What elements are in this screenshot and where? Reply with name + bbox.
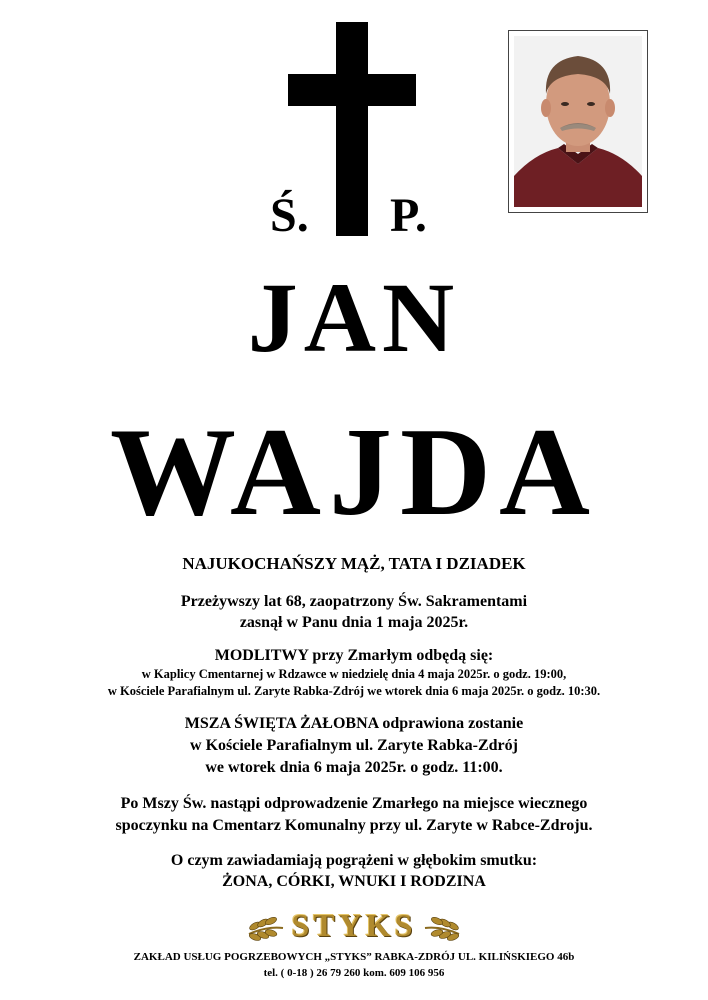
phone-line: tel. ( 0-18 ) 26 79 260 kom. 609 106 956 xyxy=(263,967,445,979)
portrait-photo xyxy=(514,36,642,207)
burial-line-2: spoczynku na Cmentarz Komunalny przy ul. Zaryte w Rabce-Zdroju. xyxy=(115,817,593,834)
styks-logo xyxy=(243,904,465,946)
prayers-line-2: w Kościele Parafialnym ul. Zaryte Rabka-Zdrój we wtorek dnia 6 maja 2025r. o godz. 10:30. xyxy=(107,684,601,698)
logo-text: STYKS xyxy=(291,907,417,943)
death-line-2: zasnął w Panu dnia 1 maja 2025r. xyxy=(239,614,469,631)
mass-line-2: w Kościele Parafialnym ul. Zaryte Rabka-Zdrój xyxy=(190,737,518,754)
prefix-left: Ś. xyxy=(270,189,309,242)
family-line: ŻONA, CÓRKI, WNUKI I RODZINA xyxy=(222,873,486,890)
mass-line-3: we wtorek dnia 6 maja 2025r. o godz. 11:00. xyxy=(205,759,503,776)
relation-line: NAJUKOCHAŃSZY MĄŻ, TATA I DZIADEK xyxy=(182,554,526,573)
company-line: ZAKŁAD USŁUG POGRZEBOWYCH „STYKS” RABKA-ZDRÓJ UL. KILIŃSKIEGO 46b xyxy=(133,951,575,963)
portrait-frame xyxy=(508,30,648,213)
prayers-line-1: w Kaplicy Cmentarnej w Rdzawce w niedzielę dnia 4 maja 2025r. o godz. 19:00, xyxy=(141,667,567,681)
death-line-1: Przeżywszy lat 68, zaopatrzony Św. Sakramentami xyxy=(180,593,528,610)
last-name: WAJDA xyxy=(109,403,598,542)
notice-line: O czym zawiadamiają pogrążeni w głębokim smutku: xyxy=(170,852,538,869)
first-name: JAN xyxy=(247,262,461,373)
mass-line-1: MSZA ŚWIĘTA ŻAŁOBNA odprawiona zostanie xyxy=(184,715,524,732)
prefix-right: P. xyxy=(390,189,427,242)
burial-line-1: Po Mszy Św. nastąpi odprowadzenie Zmarłego na miejsce wiecznego xyxy=(120,795,588,812)
prayers-heading: MODLITWY przy Zmarłym odbędą się: xyxy=(214,647,494,664)
